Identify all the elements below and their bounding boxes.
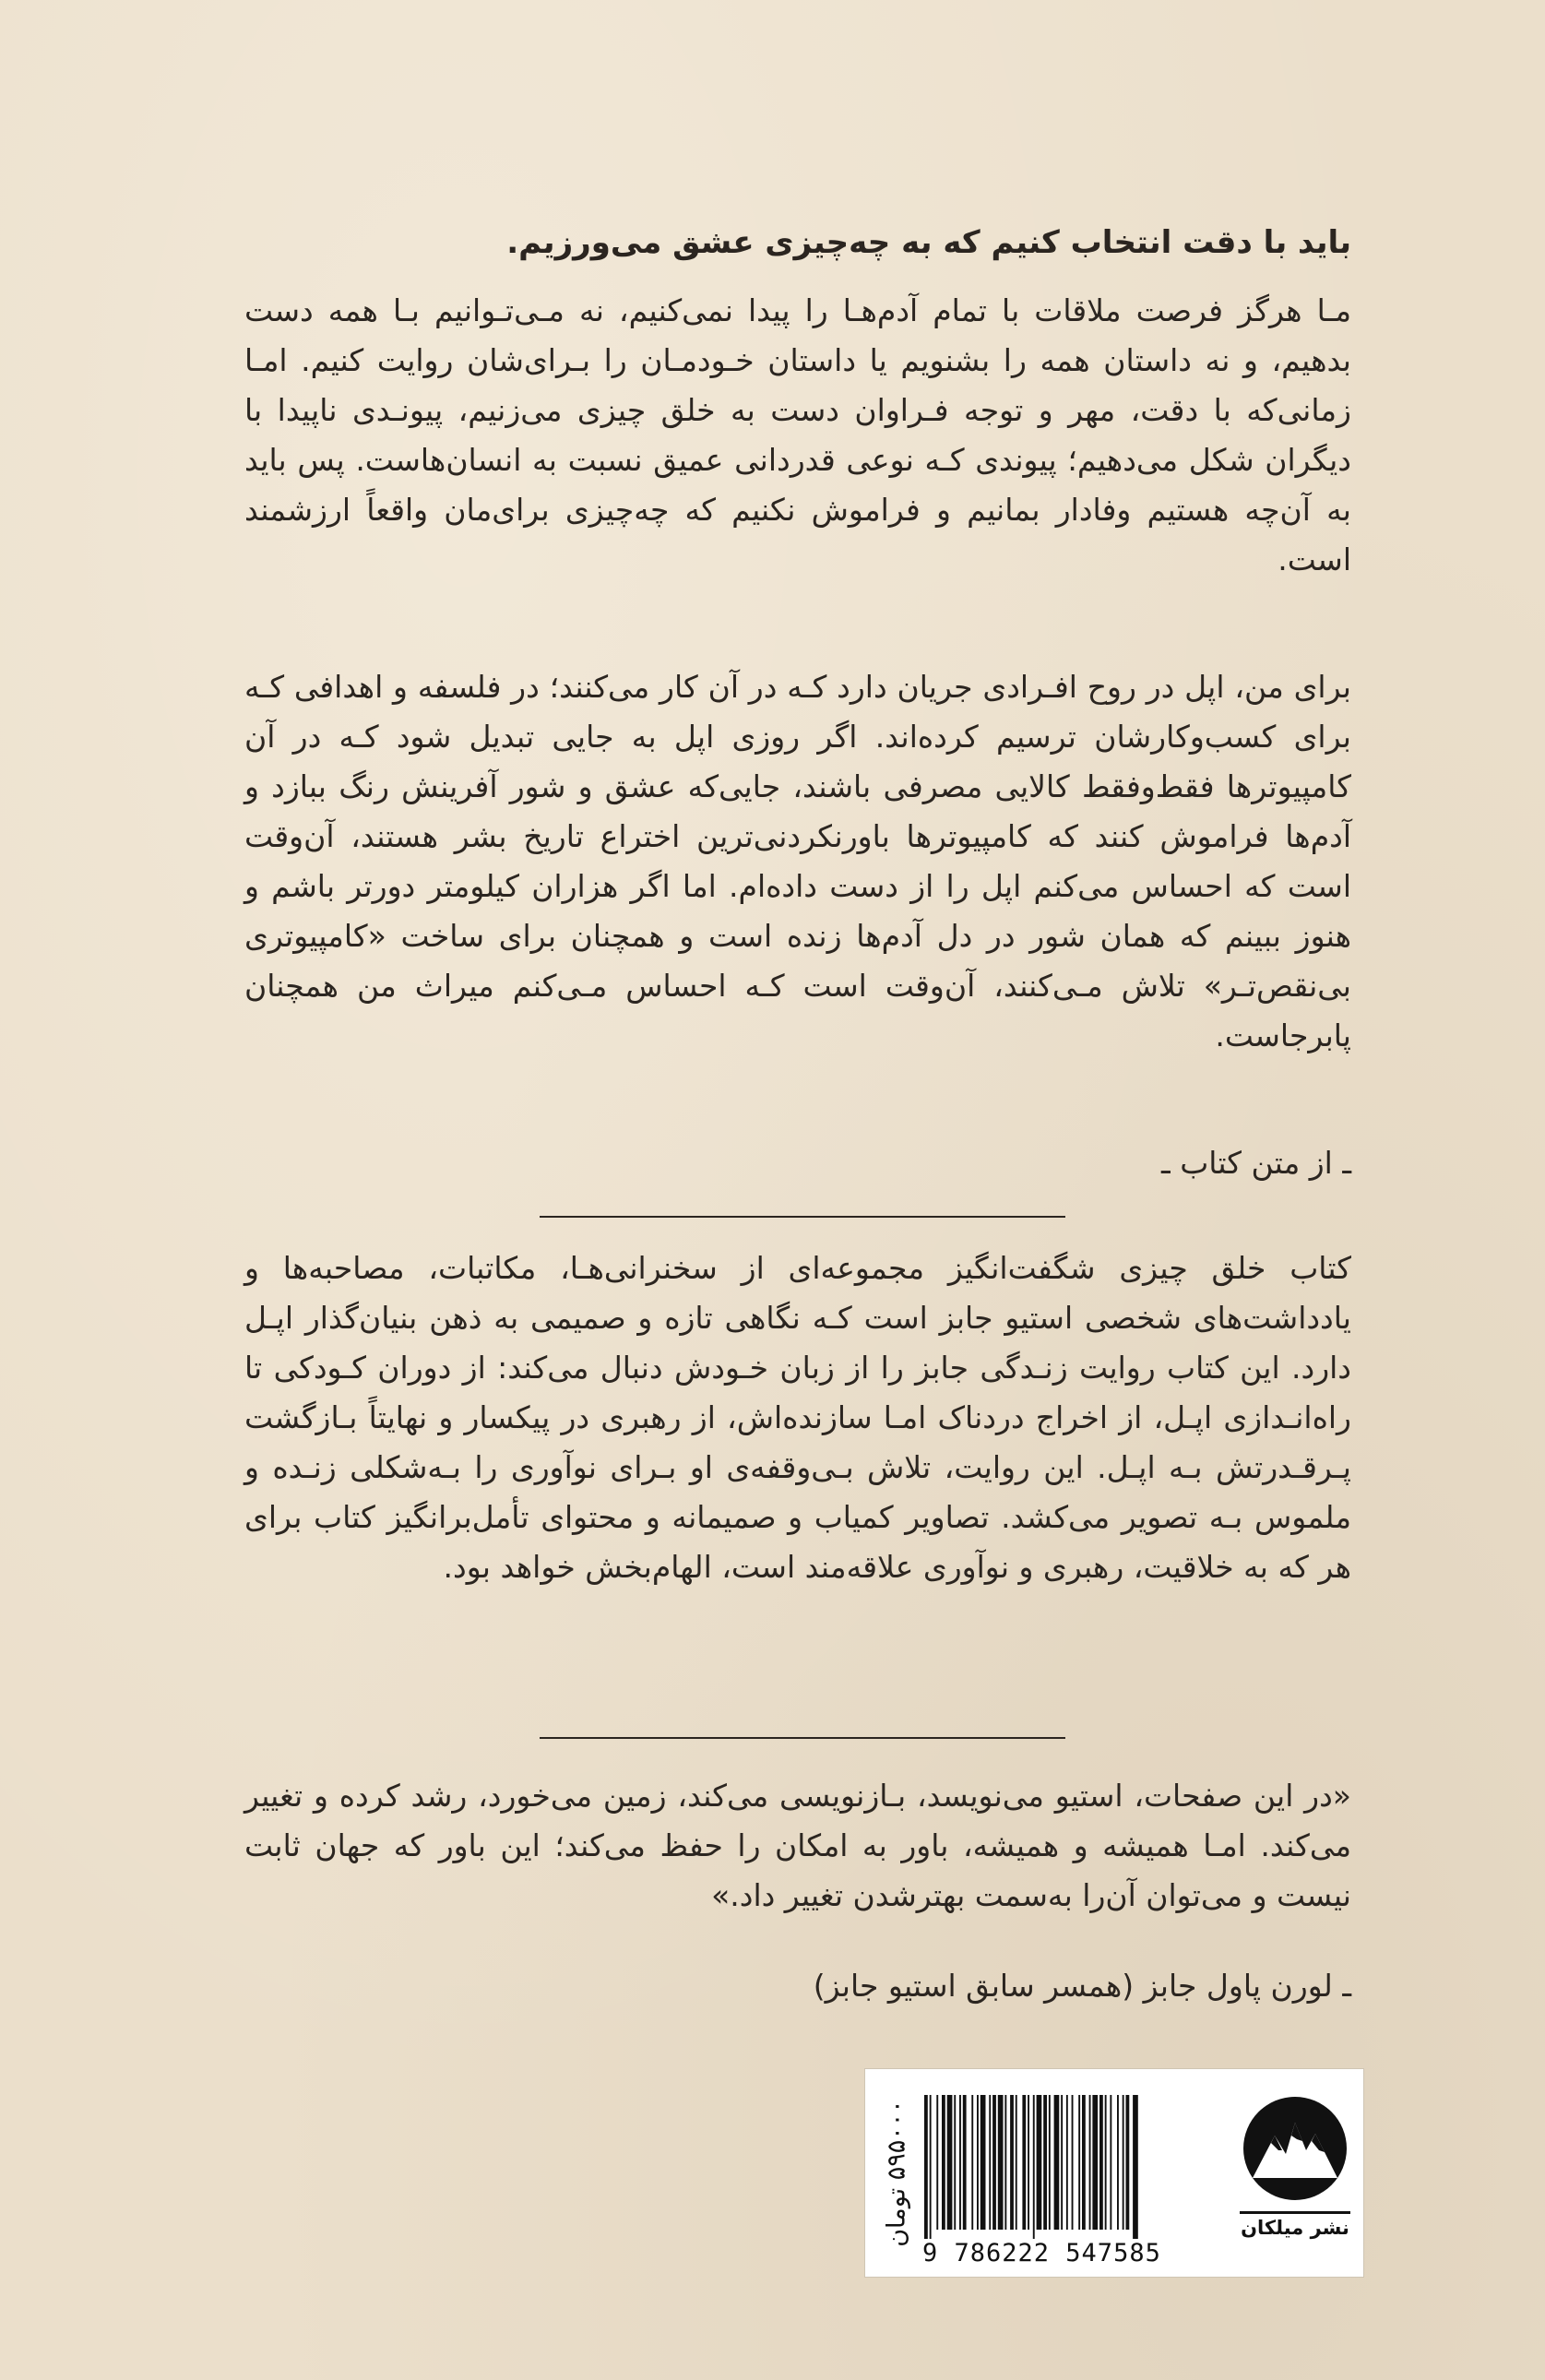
barcode-icon — [921, 2095, 1197, 2239]
barcode-bar — [1110, 2095, 1111, 2230]
endorsement-quote: «در این صفحات، استیو می‌نویسد، بـازنویسی می‌کند، زمین می‌خورد، رشد کرده و تغییر می‌کند. امـا همیشه و همیشه، باور به امکان را حفظ می‌کند؛ این باور که جهان ثابت نیست و می‌توان آن‌را به‌سمت بهترشدن تغییر داد.» — [244, 1778, 1351, 1913]
price-label — [873, 2069, 921, 2277]
paragraph-steve-quote-2: برای من، اپل در روح افـرادی جریان دارد کـه در آن کار می‌کنند؛ در فلسفه و اهدافی کـه برای کسب‌وکارشان ترسیم کرده‌اند. اگر روزی اپل به جایی تبدیل شود کـه در آن کامپیوترها فقط‌وفقط کالایی مصرفی باشند، جایی‌که عشق و شور آفرینش رنگ ببازد و آدم‌ها فراموش کنند که کامپیوترها باورنکردنی‌ترین اختراع تاریخ بشر هستند، آن‌وقت است که احساس می‌کنم اپل را از دست داده‌ام. اما اگر هزاران کیلومتر دورتر باشم و هنوز ببینم که همان شور در دل آدم‌ها زنده است و همچنان برای ساخت «کامپیوتری بی‌نقص‌تـر» تلاش مـی‌کنند، آن‌وقت است کـه احساس مـی‌کنم میراث من همچنان پابرجاست. — [244, 669, 1351, 1053]
barcode-bar — [1092, 2095, 1098, 2230]
barcode-bar — [1105, 2095, 1107, 2230]
paragraph-steve-quote-1: مـا هرگز فرصت ملاقات با تمام آدم‌هـا را پیدا نمی‌کنیم، نه مـی‌تـوانیم بـا همه دست بدهیم، و نه داستان همه را بشنویم یا داستان خـودمـان را بـرای‌شان روایت کنیم. امـا زمانی‌که با دقت، مهر و توجه فـراوان دست به خلق چیزی می‌زنیم، پیونـدی ناپیدا با دیگران شکل می‌دهیم؛ پیوندی کـه نوعی قدردانی عمیق نسبت به انسان‌هاست. پس باید به آن‌چه هستیم وفادار بمانیم و فراموش نکنیم که چه‌چیزی برای‌مان واقعاً ارزشمند است. — [244, 292, 1351, 577]
barcode-bar — [1028, 2095, 1029, 2230]
divider — [540, 1216, 1065, 1218]
barcode-bar — [1010, 2095, 1014, 2230]
barcode-bar — [936, 2095, 938, 2230]
barcode-bar — [963, 2095, 967, 2230]
barcode-bar — [980, 2095, 986, 2230]
barcode-bar — [1061, 2095, 1063, 2230]
barcode-bar — [1099, 2095, 1103, 2230]
barcode-bar — [1117, 2095, 1119, 2230]
barcode-bar — [1004, 2095, 1006, 2230]
barcode-bar — [1037, 2095, 1042, 2230]
barcode-bar — [947, 2095, 953, 2230]
source-credit: ـ از متن کتاب ـ — [1161, 1145, 1351, 1181]
barcode-bar — [1078, 2095, 1080, 2230]
barcode-bar — [1016, 2095, 1017, 2230]
barcode-bar — [1033, 2095, 1035, 2239]
barcode-bar — [989, 2095, 991, 2230]
publisher-name: نشر میلکان — [1241, 2217, 1349, 2239]
barcode-bar — [1089, 2095, 1091, 2230]
barcode-bar — [1066, 2095, 1068, 2230]
price-text: ۵۹۵۰۰۰ تومان — [882, 2099, 911, 2247]
barcode-bar — [1054, 2095, 1060, 2230]
barcode-bar — [1123, 2095, 1124, 2230]
barcode-bar — [1072, 2095, 1074, 2230]
barcode-bar — [1126, 2095, 1130, 2230]
barcode-bar — [977, 2095, 979, 2230]
barcode-bar — [1133, 2095, 1138, 2239]
barcode-bar — [954, 2095, 956, 2230]
barcode-bar — [959, 2095, 961, 2230]
barcode-bar — [1082, 2095, 1086, 2230]
barcode-bar — [1043, 2095, 1047, 2230]
endorsement-credit: ـ لورن پاول جابز (همسر سابق استیو جابز) — [813, 1968, 1351, 2004]
headline: باید با دقت انتخاب کنیم که به چه‌چیزی عشق می‌ورزیم. — [506, 224, 1351, 261]
barcode-bar — [1049, 2095, 1051, 2230]
barcode-bar — [971, 2095, 973, 2230]
book-description: کتاب خلق چیزی شگفت‌انگیز مجموعه‌ای از سخنرانی‌هـا، مکاتبات، مصاحبه‌ها و یادداشت‌های شخصی استیو جابز است کـه نگاهی تازه و صمیمی به ذهن بنیان‌گذار اپـل دارد. این کتاب روایت زنـدگی جابز را از زبان خـودش دنبال می‌کند: از دوران کـودکی تا راه‌انـدازی اپـل، از اخراج دردناک امـا سازنده‌اش، از رهبری در پیکسار و نهایتاً بـازگشت پـرقـدرتش بـه اپـل. این روایت، تلاش بـی‌وقفه‌ی او بـرای نوآوری را بـه‌شکلی زنـده و ملموس بـه تصویر می‌کشد. تصاویر کمیاب و صمیمانه و محتوای تأمل‌برانگیز کتاب برای هر که به خلاقیت، رهبری و نوآوری علاقه‌مند است، الهام‌بخش خواهد بود. — [244, 1250, 1351, 1585]
barcode-bar — [930, 2095, 932, 2239]
barcode-bar — [1022, 2095, 1026, 2230]
isbn-digits: 9 786222 547585 — [922, 2239, 1161, 2267]
divider — [540, 1737, 1065, 1739]
barcode-bar — [942, 2095, 945, 2230]
barcode-box — [864, 2068, 1364, 2278]
barcode-bar — [992, 2095, 996, 2230]
barcode-bar — [924, 2095, 928, 2239]
barcode-bar — [998, 2095, 1004, 2230]
